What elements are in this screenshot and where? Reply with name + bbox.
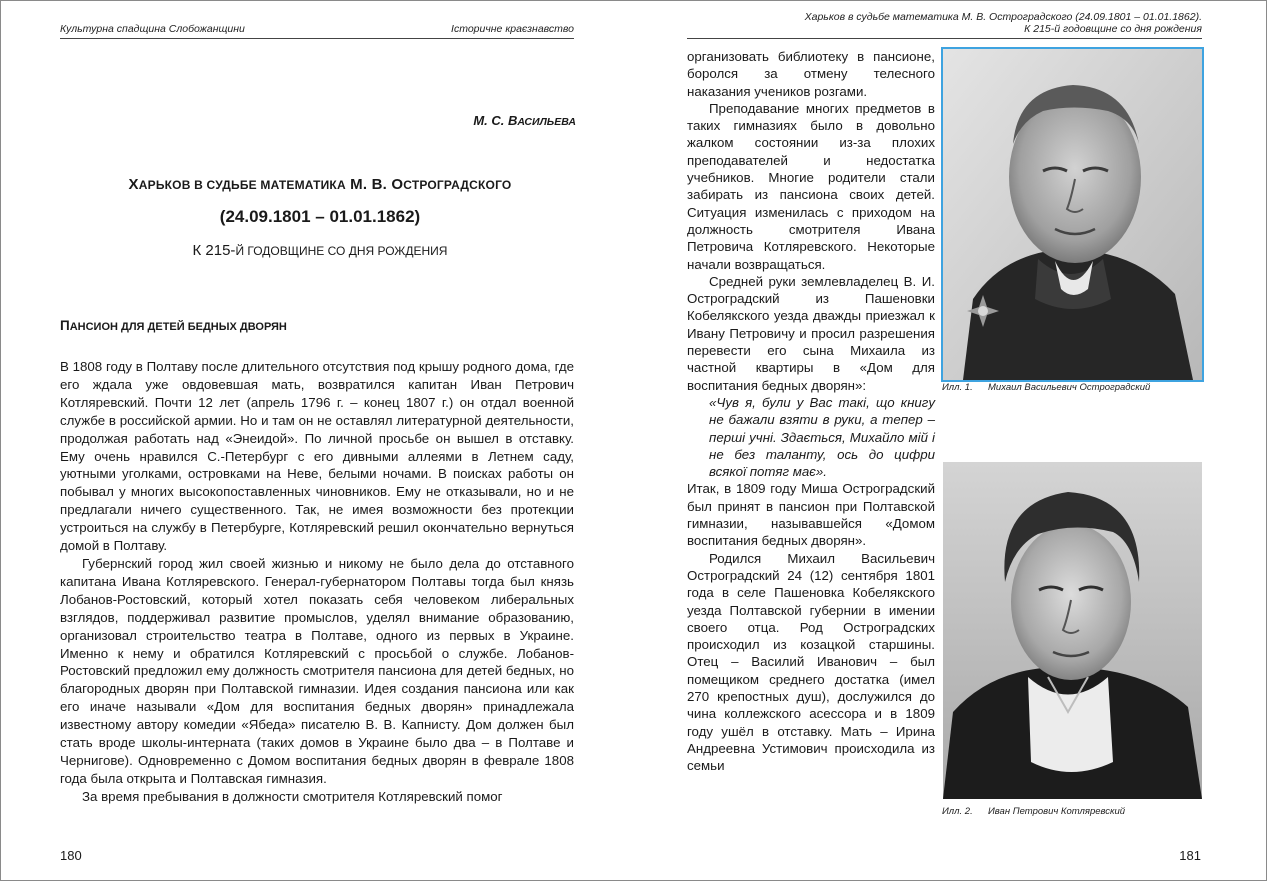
header-rule xyxy=(60,38,574,39)
caption-2 xyxy=(942,806,1125,817)
section-small: АНСИОН ДЛЯ ДЕТЕЙ БЕДНЫХ ДВОРЯН xyxy=(69,321,287,333)
running-head-right-2: К 215-й годовщине со дня рождения xyxy=(1024,23,1202,35)
author-name xyxy=(473,113,576,128)
left-page xyxy=(0,0,633,881)
paragraph: Преподавание многих предметов в таких гимназиях было в довольно жалком состоянии из-за плохих преподавателей и недостатка учебников. Многие родители стали забирать из пансиона своих детей. Ситуация изменилась с приходом на должность смотрителя Ивана Петровича Котляревского. Некоторые начали возвращаться. xyxy=(687,100,935,272)
title-cap-2: М. В. О xyxy=(345,176,404,193)
paragraph: Губернский город жил своей жизнью и никому не было дела до отставного капитана Ивана Котляревского. Генерал-губернатором Полтавы тогда был князь Лобанов-Ростовский, который хотел показать себя человеком либеральных взглядов, поддерживал развитие промыслов, уделял внимание образованию, организовал строительство театра в Полтаве, одного из первых в Украине. Именно к нему и обратился Котляревский с просьбой о службе. Лобанов-Ростовский предложил ему должность смотрителя пансиона для детей бедных, но благородных дворян при Полтавской гимназии. Идея создания пансиона или как его иначе называли «Дом для воспитания бедных дворян» принадлежала известному автору комедии «Ябеда» писателю В. В. Капнисту. Дом должен был стать вроде школы-интерната (таких домов в Украине было два – в Полтаве и Чернигове). Одновременно с Домом воспитания бедных дворян в феврале 1808 года была открыта и Полтавская гимназия. xyxy=(60,555,574,786)
caption-1-text: Михаил Васильевич Остроградский xyxy=(988,382,1151,393)
body-text-left xyxy=(60,358,574,806)
header-rule xyxy=(687,38,1202,39)
running-head-right-1: Харьков в судьбе математика М. В. Остроградского (24.09.1801 – 01.01.1862). xyxy=(804,11,1202,23)
subtitle-cap: К 215- xyxy=(192,242,236,259)
paragraph: В 1808 году в Полтаву после длительного отсутствия под крышу родного дома, где его ждала уже овдовевшая мать, возвратился капитан Иван Петрович Котляревский. Почти 12 лет (апрель 1796 г. – конец 1807 г.) он отдал военной службе в российской армии. Но и там он не оставлял литературной деятельности, продолжая работать над «Энеидой». По личной просьбе он вышел в отставку. Ему очень нравился С.-Петербург с его дивными аллеями в Летнем саду, уютными уголками, островками на Неве, белыми ночами. В поисках работы он побывал у многих высокопоставленных чиновников. Ему не отказывали, но и не предлагали ничего существенного. Так, не имея возможности без протекции устроиться на службу в Петербурге, Котляревский решил окончательно вернуться домой в Полтаву. xyxy=(60,359,574,554)
caption-2-text: Иван Петрович Котляревский xyxy=(988,806,1126,817)
subtitle-small: Й ГОДОВЩИНЕ СО ДНЯ РОЖДЕНИЯ xyxy=(235,244,448,258)
portrait-ostrogradsky xyxy=(941,47,1204,382)
portrait-2-drawing xyxy=(943,462,1202,799)
caption-1 xyxy=(942,382,1150,393)
title-small-2: СТРОГРАДСКОГО xyxy=(403,178,512,192)
article-title xyxy=(60,176,580,193)
paragraph: Родился Михаил Васильевич Остроградский 24 (12) сентября 1801 года в селе Пашеновка Кобелякского уезда Полтавской губернии в имении своего отца. Род Остроградских происходил из козацкой старшины. Отец – Василий Иванович – был помещиком среднего достатка (имел 270 крепостных душ), дослужился до чина коллежского асессора и в 1809 году ушёл в отставку. Мать – Ирина Андреевна Устимович происходила из семьи xyxy=(687,550,935,774)
portrait-kotlyarevsky xyxy=(943,462,1202,799)
paragraph: Средней руки землевладелец В. И. Остроградский из Пашеновки Кобелякского уезда дважды приезжал к Ивану Петровичу и просил разрешения перевести его сына Михаила из частной квартиры в «Дом для воспитания бедных дворян»: xyxy=(687,273,935,393)
paragraph: Итак, в 1809 году Миша Остроградский был принят в пансион при Полтавской гимназии, называвшейся «Домом воспитания бедных дворян». xyxy=(687,481,935,549)
page-number: 180 xyxy=(60,848,82,863)
running-head-left: Культурна спадщина Слобожанщини xyxy=(60,23,245,35)
title-small: АРЬКОВ В СУДЬБЕ МАТЕМАТИКА xyxy=(138,178,346,192)
right-page xyxy=(633,0,1267,881)
portrait-1-drawing xyxy=(943,49,1202,380)
article-subtitle xyxy=(60,242,580,259)
author-initials: М. С. В xyxy=(473,113,518,128)
section-heading xyxy=(60,318,287,333)
quotation: «Чув я, були у Вас такі, що книгу не бажали взяти в руки, а тепер – перші учні. Здається, Михайло мій і не без таланту, ось до цифри всякої потяг має». xyxy=(709,394,935,480)
article-dates: (24.09.1801 – 01.01.1862) xyxy=(219,207,421,226)
caption-1-label: Илл. 1. xyxy=(942,382,973,393)
running-head-left-right: Історичне краєзнавство xyxy=(451,23,574,35)
paragraph: организовать библиотеку в пансионе, боролся за отмену телесного наказания учеников розгами. xyxy=(687,49,935,99)
paragraph: За время пребывания в должности смотрителя Котляревский помог xyxy=(82,788,503,804)
section-cap: П xyxy=(60,318,70,333)
title-cap: Х xyxy=(128,176,139,193)
page-number: 181 xyxy=(1179,848,1201,863)
caption-2-label: Илл. 2. xyxy=(942,806,973,817)
author-surname: АСИЛЬЕВА xyxy=(517,116,576,128)
body-text-right xyxy=(687,48,935,774)
